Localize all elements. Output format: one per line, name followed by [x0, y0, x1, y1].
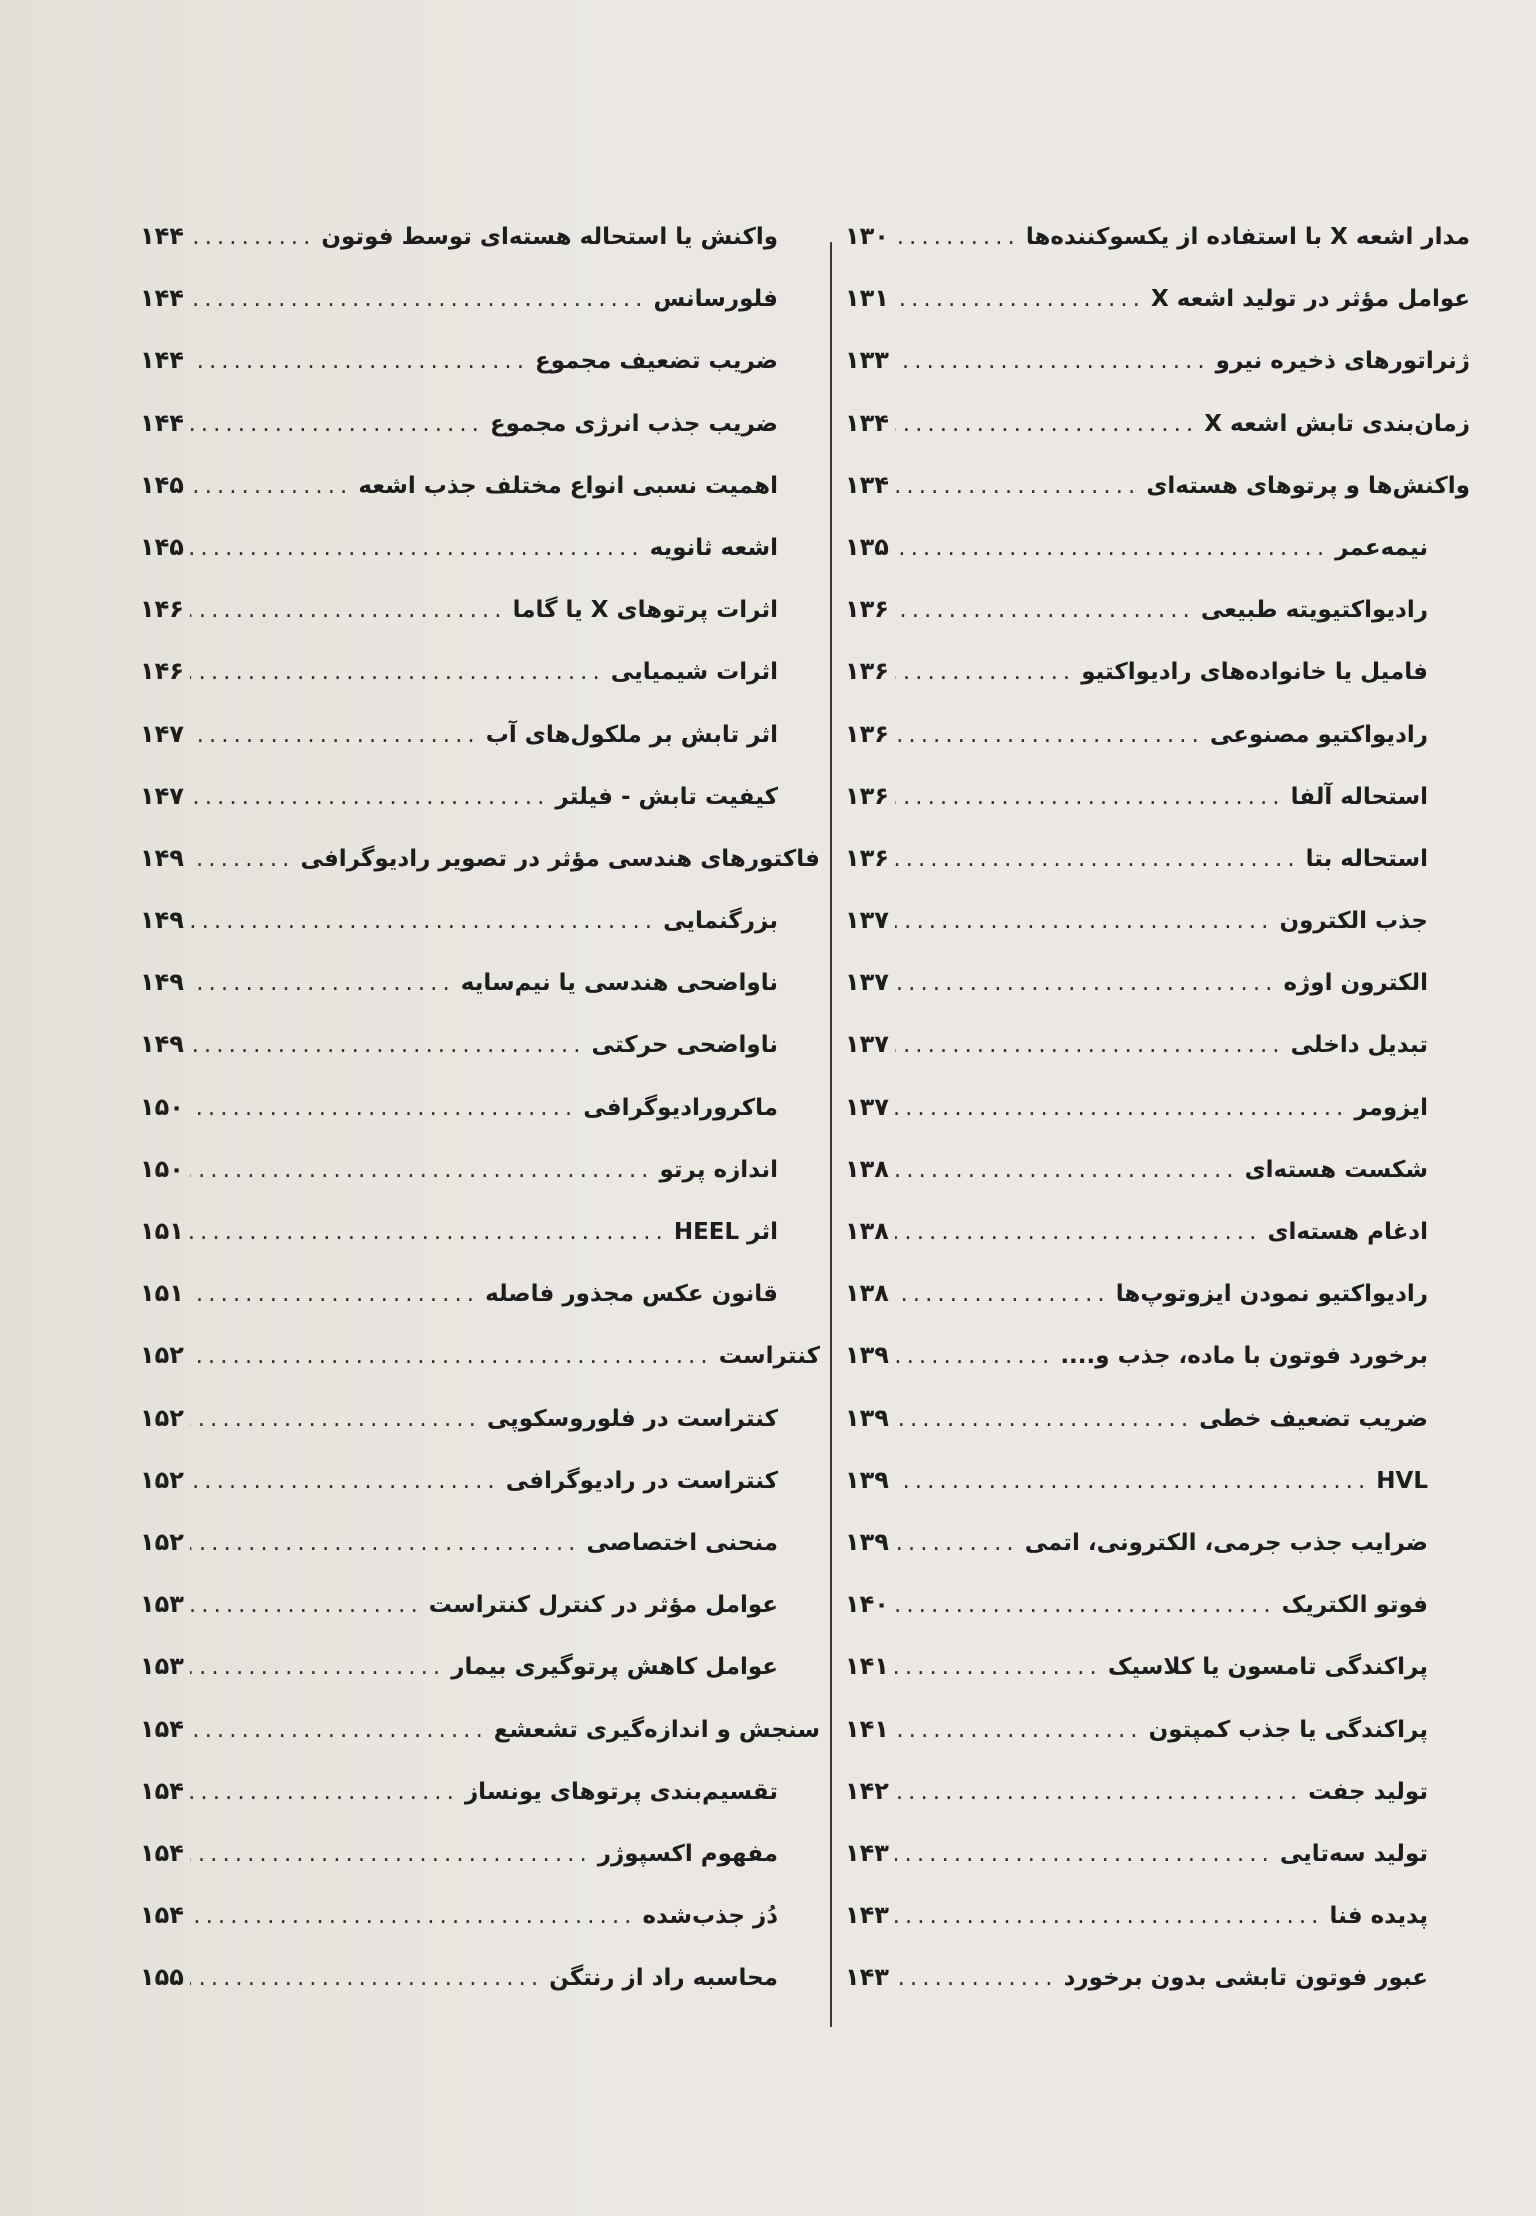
toc-entry-title: ژنراتورهای ذخیره نیرو	[1215, 348, 1470, 375]
toc-entry-page-number: ۱۵۴	[140, 1714, 184, 1743]
toc-entry-page-number: ۱۵۲	[140, 1465, 184, 1494]
toc-entry	[140, 1839, 820, 1901]
toc-entry	[140, 1279, 820, 1341]
toc-entry-page-number: ۱۳۳	[845, 346, 889, 375]
toc-entry-title: عبور فوتون تابشی بدون برخورد	[1063, 1965, 1428, 1992]
leader-dots	[190, 846, 295, 872]
toc-entry-title: ضریب تضعیف خطی	[1199, 1405, 1428, 1432]
toc-entry-page-number: ۱۴۹	[140, 843, 184, 872]
toc-entry-title: کنتراست در فلوروسکوپی	[486, 1405, 778, 1432]
toc-entry-page-number: ۱۳۴	[845, 408, 889, 437]
leader-dots	[190, 1903, 637, 1929]
toc-entry-page-number: ۱۴۵	[140, 470, 184, 499]
toc-entry-page-number: ۱۵۴	[140, 1901, 184, 1930]
leader-dots	[895, 1779, 1302, 1805]
toc-entry-title: نیمه‌عمر	[1335, 534, 1428, 561]
toc-entry	[845, 1590, 1470, 1652]
toc-entry-page-number: ۱۴۳	[845, 1901, 889, 1930]
leader-dots	[895, 1841, 1274, 1867]
toc-entry-page-number: ۱۴۳	[845, 1838, 889, 1867]
leader-dots	[190, 1219, 668, 1245]
toc-entry-title: کیفیت تابش - فیلتر	[555, 783, 778, 810]
toc-entry-page-number: ۱۳۵	[845, 532, 889, 561]
toc-entry	[140, 1963, 820, 2025]
toc-entry-page-number: ۱۵۳	[140, 1652, 184, 1681]
toc-entry-page-number: ۱۳۷	[845, 1030, 889, 1059]
toc-entry	[845, 1030, 1470, 1092]
toc-entry-title: برخورد فوتون با ماده، جذب و....	[1060, 1343, 1428, 1370]
toc-entry-page-number: ۱۴۹	[140, 906, 184, 935]
toc-entry	[845, 1341, 1470, 1403]
toc-entry-title: تبدیل داخلی	[1290, 1032, 1428, 1059]
toc-entry-title: پراکندگی تامسون یا کلاسیک	[1107, 1654, 1428, 1681]
toc-entry	[140, 657, 820, 719]
toc-entry	[140, 533, 820, 595]
toc-entry-page-number: ۱۵۴	[140, 1838, 184, 1867]
toc-entry-page-number: ۱۴۴	[140, 346, 184, 375]
toc-entry-title: بزرگنمایی	[663, 908, 778, 935]
toc-entry-page-number: ۱۵۲	[140, 1403, 184, 1432]
leader-dots	[895, 473, 1140, 499]
toc-entry	[845, 1093, 1470, 1155]
leader-dots	[895, 1219, 1261, 1245]
toc-entry-title: ناواضحی هندسی یا نیم‌سایه	[460, 970, 778, 997]
toc-entry-title: ماکرورادیوگرافی	[583, 1094, 778, 1121]
toc-entry	[140, 1528, 820, 1590]
toc-entry-page-number: ۱۴۶	[140, 657, 184, 686]
leader-dots	[895, 1095, 1348, 1121]
leader-dots	[895, 1406, 1193, 1432]
toc-entry	[845, 1652, 1470, 1714]
leader-dots	[895, 1468, 1370, 1494]
leader-dots	[895, 1157, 1239, 1183]
toc-entry-page-number: ۱۴۵	[140, 532, 184, 561]
toc-entry-title: عوامل مؤثر در کنترل کنتراست	[428, 1592, 778, 1619]
toc-entry	[845, 1963, 1470, 2025]
toc-entry	[140, 1590, 820, 1652]
toc-entry	[845, 533, 1470, 595]
leader-dots	[895, 411, 1198, 437]
toc-entry-title: رادیواکتیو مصنوعی	[1209, 721, 1428, 748]
leader-dots	[895, 784, 1285, 810]
toc-entry	[140, 1466, 820, 1528]
leader-dots	[190, 1530, 581, 1556]
toc-entry-page-number: ۱۳۹	[845, 1341, 889, 1370]
leader-dots	[895, 1592, 1276, 1618]
toc-entry	[845, 1901, 1470, 1963]
toc-entry-page-number: ۱۴۱	[845, 1714, 889, 1743]
toc-entry	[140, 1715, 820, 1777]
toc-entry	[845, 1715, 1470, 1777]
leader-dots	[895, 224, 1020, 250]
toc-entry-title: ناواضحی حرکتی	[591, 1032, 778, 1059]
toc-entry	[845, 346, 1470, 408]
toc-entry-title: قانون عکس مجذور فاصله	[485, 1281, 778, 1308]
toc-entry	[140, 284, 820, 346]
toc-entry-title: مفهوم اکسپوژر	[597, 1840, 778, 1867]
toc-entry	[845, 284, 1470, 346]
toc-entry-title: استحاله بتا	[1305, 845, 1428, 872]
leader-dots	[190, 1406, 481, 1432]
toc-entry-page-number: ۱۴۴	[140, 284, 184, 313]
toc-entry	[140, 1155, 820, 1217]
toc-entry	[140, 782, 820, 844]
toc-entry-page-number: ۱۳۰	[845, 222, 889, 250]
toc-entry-title: اثرات شیمیایی	[610, 659, 778, 686]
toc-entry-title: اثر HEEL	[673, 1219, 778, 1245]
toc-left-column	[140, 222, 820, 2025]
leader-dots	[190, 908, 657, 934]
toc-entry	[845, 782, 1470, 844]
toc-entry-title: ضرایب جذب جرمی، الکترونی، اتمی	[1024, 1529, 1428, 1556]
leader-dots	[190, 348, 529, 374]
toc-entry	[845, 844, 1470, 906]
leader-dots	[190, 1468, 500, 1494]
toc-entry	[845, 471, 1470, 533]
toc-entry-page-number: ۱۳۶	[845, 781, 889, 810]
leader-dots	[190, 411, 484, 437]
toc-entry-title: پراکندگی یا جذب کمپتون	[1148, 1716, 1428, 1743]
leader-dots	[895, 908, 1274, 934]
toc-entry-title: سنجش و اندازه‌گیری تشعشع	[493, 1716, 820, 1743]
leader-dots	[190, 1841, 592, 1867]
toc-entry-page-number: ۱۳۶	[845, 843, 889, 872]
toc-entry-page-number: ۱۳۷	[845, 1092, 889, 1121]
leader-dots	[190, 1343, 713, 1369]
toc-entry	[140, 1217, 820, 1279]
toc-entry-page-number: ۱۴۹	[140, 968, 184, 997]
toc-entry-title: ادغام هسته‌ای	[1267, 1219, 1428, 1245]
toc-entry	[140, 1093, 820, 1155]
toc-entry-page-number: ۱۵۲	[140, 1527, 184, 1556]
toc-entry-page-number: ۱۵۲	[140, 1341, 184, 1370]
toc-entry	[140, 1030, 820, 1092]
toc-entry	[845, 222, 1470, 284]
toc-entry	[140, 720, 820, 782]
toc-entry-title: منحنی اختصاصی	[586, 1529, 778, 1556]
toc-entry-title: ایزومر	[1354, 1094, 1428, 1121]
leader-dots	[190, 1592, 423, 1618]
leader-dots	[895, 1281, 1110, 1307]
toc-entry	[140, 471, 820, 533]
toc-entry-page-number: ۱۴۲	[845, 1776, 889, 1805]
toc-entry-title: جذب الکترون	[1279, 908, 1428, 935]
toc-entry-title: اثر تابش بر ملکول‌های آب	[485, 721, 778, 748]
toc-entry-title: فاکتورهای هندسی مؤثر در تصویر رادیوگرافی	[300, 845, 820, 872]
toc-entry-title: HVL	[1376, 1467, 1428, 1494]
toc-entry-title: اشعه ثانویه	[649, 534, 778, 561]
leader-dots	[895, 1032, 1285, 1058]
leader-dots	[190, 1281, 479, 1307]
toc-entry	[845, 1528, 1470, 1590]
toc-entry	[845, 1279, 1470, 1341]
toc-entry-title: پدیده فنا	[1329, 1903, 1428, 1930]
toc-entry-page-number: ۱۴۱	[845, 1652, 889, 1681]
toc-entry	[845, 720, 1470, 782]
toc-entry-title: رادیواکتیو نمودن ایزوتوپ‌ها	[1115, 1281, 1428, 1308]
toc-entry-page-number: ۱۳۴	[845, 470, 889, 499]
toc-entry-page-number: ۱۳۶	[845, 657, 889, 686]
toc-entry	[140, 346, 820, 408]
toc-entry-page-number: ۱۵۰	[140, 1154, 184, 1183]
toc-entry	[140, 968, 820, 1030]
toc-entry-title: واکنش یا استحاله هسته‌ای توسط فوتون	[321, 224, 778, 250]
toc-entry-page-number: ۱۵۵	[140, 1963, 184, 1992]
toc-entry-title: اندازه پرتو	[659, 1156, 778, 1183]
toc-entry	[140, 1404, 820, 1466]
toc-entry-title: عوامل مؤثر در تولید اشعه X	[1150, 286, 1470, 313]
toc-entry	[845, 1217, 1470, 1279]
toc-entry-title: مدار اشعه X با استفاده از یکسوکننده‌ها	[1025, 224, 1470, 250]
leader-dots	[190, 1654, 445, 1680]
column-divider	[830, 242, 832, 2027]
toc-entry-page-number: ۱۵۰	[140, 1092, 184, 1121]
leader-dots	[895, 1530, 1019, 1556]
toc-entry-page-number: ۱۴۹	[140, 1030, 184, 1059]
leader-dots	[895, 1903, 1324, 1929]
toc-entry-page-number: ۱۳۷	[845, 906, 889, 935]
toc-entry-page-number: ۱۳۶	[845, 719, 889, 748]
toc-entry-page-number: ۱۳۸	[845, 1279, 889, 1308]
toc-entry-title: تولید سه‌تایی	[1279, 1840, 1428, 1867]
toc-entry	[845, 1777, 1470, 1839]
leader-dots	[190, 1779, 459, 1805]
toc-entry-title: استحاله آلفا	[1290, 783, 1428, 810]
leader-dots	[190, 1095, 577, 1121]
toc-entry	[140, 844, 820, 906]
toc-entry-page-number: ۱۵۱	[140, 1217, 184, 1245]
leader-dots	[895, 535, 1329, 561]
toc-entry	[140, 222, 820, 284]
leader-dots	[190, 970, 455, 996]
toc-entry-title: دُز جذب‌شده	[642, 1903, 778, 1930]
toc-entry-page-number: ۱۳۶	[845, 595, 889, 624]
toc-right-column	[845, 222, 1470, 2025]
leader-dots	[190, 1157, 654, 1183]
toc-entry-title: کنتراست در رادیوگرافی	[505, 1467, 778, 1494]
toc-entry-page-number: ۱۳۷	[845, 968, 889, 997]
leader-dots	[895, 1717, 1143, 1743]
toc-entry	[845, 595, 1470, 657]
toc-entry	[140, 595, 820, 657]
leader-dots	[895, 846, 1300, 872]
leader-dots	[895, 348, 1210, 374]
leader-dots	[190, 659, 605, 685]
toc-entry	[140, 1341, 820, 1403]
toc-entry	[845, 968, 1470, 1030]
toc-entry-page-number: ۱۳۹	[845, 1527, 889, 1556]
toc-entry	[140, 1652, 820, 1714]
leader-dots	[895, 597, 1195, 623]
toc-entry-title: رادیواکتیویته طبیعی	[1200, 597, 1428, 624]
toc-entry-title: فوتو الکتریک	[1281, 1592, 1428, 1619]
toc-entry-page-number: ۱۵۳	[140, 1590, 184, 1619]
leader-dots	[895, 1965, 1058, 1991]
leader-dots	[190, 1032, 586, 1058]
leader-dots	[895, 970, 1278, 996]
toc-entry	[845, 1839, 1470, 1901]
toc-entry-title: اثرات پرتوهای X یا گاما	[512, 597, 778, 624]
leader-dots	[190, 535, 644, 561]
toc-entry-title: محاسبه راد از رنتگن	[549, 1965, 778, 1992]
leader-dots	[895, 659, 1075, 685]
toc-entry	[845, 1404, 1470, 1466]
toc-entry	[140, 1901, 820, 1963]
toc-entry	[845, 1466, 1470, 1528]
toc-entry-page-number: ۱۴۷	[140, 719, 184, 748]
toc-entry-page-number: ۱۴۴	[140, 408, 184, 437]
toc-entry	[140, 1777, 820, 1839]
toc-entry-page-number: ۱۴۰	[845, 1590, 889, 1619]
leader-dots	[190, 597, 507, 623]
toc-entry-title: تولید جفت	[1308, 1778, 1428, 1805]
toc-entry-title: کنتراست	[718, 1343, 820, 1370]
toc-entry-title: فامیل یا خانواده‌های رادیواکتیو	[1081, 659, 1428, 686]
toc-entry-title: شکست هسته‌ای	[1244, 1156, 1428, 1183]
toc-entry	[845, 906, 1470, 968]
leader-dots	[190, 224, 315, 250]
toc-entry-page-number: ۱۳۸	[845, 1154, 889, 1183]
leader-dots	[895, 1654, 1102, 1680]
leader-dots	[190, 722, 480, 748]
toc-entry-page-number: ۱۳۱	[845, 284, 889, 313]
leader-dots	[895, 722, 1204, 748]
toc-entry-title: الکترون اوژه	[1283, 970, 1428, 997]
toc-entry	[845, 1155, 1470, 1217]
leader-dots	[190, 784, 549, 810]
leader-dots	[190, 1965, 543, 1991]
toc-entry-page-number: ۱۵۴	[140, 1776, 184, 1805]
leader-dots	[895, 286, 1145, 312]
toc-entry	[845, 657, 1470, 719]
toc-entry	[845, 409, 1470, 471]
toc-entry-title: ضریب جذب انرژی مجموع	[489, 410, 778, 437]
toc-entry-page-number: ۱۴۳	[845, 1963, 889, 1992]
toc-entry-title: ضریب تضعیف مجموع	[535, 348, 778, 375]
toc-entry-title: واکنش‌ها و پرتوهای هسته‌ای	[1146, 472, 1470, 499]
toc-entry-title: اهمیت نسبی انواع مختلف جذب اشعه	[358, 472, 778, 499]
toc-entry-page-number: ۱۳۹	[845, 1465, 889, 1494]
toc-entry	[140, 409, 820, 471]
leader-dots	[190, 1717, 488, 1743]
toc-entry-page-number: ۱۵۱	[140, 1279, 184, 1308]
toc-entry-page-number: ۱۴۷	[140, 781, 184, 810]
toc-entry-page-number: ۱۳۹	[845, 1403, 889, 1432]
toc-entry-title: تقسیم‌بندی پرتوهای یونساز	[464, 1778, 778, 1805]
leader-dots	[190, 286, 648, 312]
toc-entry-page-number: ۱۴۴	[140, 222, 184, 250]
toc-entry-title: عوامل کاهش پرتوگیری بیمار	[451, 1654, 778, 1681]
leader-dots	[895, 1343, 1054, 1369]
leader-dots	[190, 473, 352, 499]
toc-entry-page-number: ۱۴۶	[140, 595, 184, 624]
toc-entry-title: زمان‌بندی تابش اشعه X	[1204, 410, 1470, 437]
toc-entry-page-number: ۱۳۸	[845, 1217, 889, 1245]
toc-entry	[140, 906, 820, 968]
toc-entry-title: فلورسانس	[653, 286, 778, 313]
